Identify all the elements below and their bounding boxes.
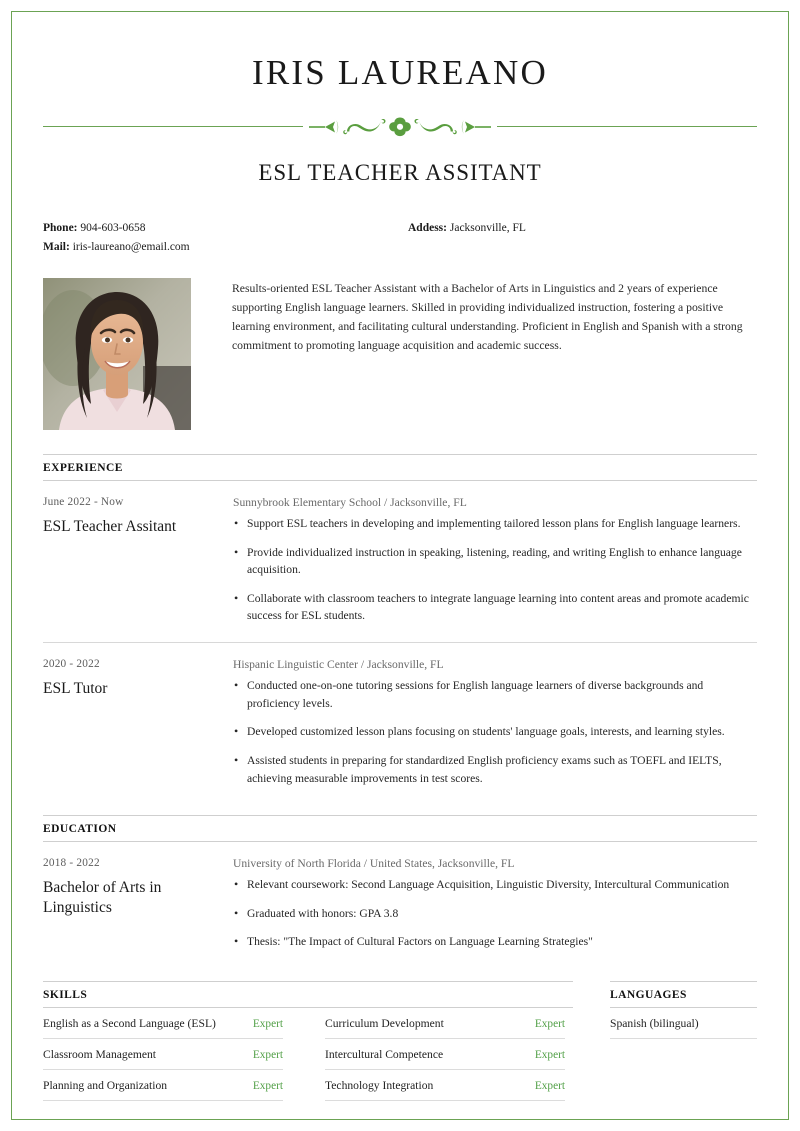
address-label: Addess: bbox=[408, 221, 447, 234]
skill-name: Intercultural Competence bbox=[325, 1047, 444, 1061]
section-heading-languages: LANGUAGES bbox=[610, 981, 757, 1008]
education-entry bbox=[43, 842, 757, 955]
skill-level: Expert bbox=[534, 1017, 565, 1030]
entry-bullet-list bbox=[233, 677, 757, 787]
skill-name: English as a Second Language (ESL) bbox=[43, 1016, 216, 1030]
skill-level: Expert bbox=[252, 1048, 283, 1061]
mail-line bbox=[43, 238, 403, 258]
job-title-headline: ESL TEACHER ASSITANT bbox=[258, 159, 542, 185]
contact-left-column bbox=[43, 219, 403, 259]
contact-block bbox=[43, 219, 757, 259]
flourish-ornament-icon bbox=[305, 115, 495, 139]
skills-column-1 bbox=[43, 1008, 283, 1101]
skill-name: Technology Integration bbox=[325, 1078, 434, 1092]
skill-level: Expert bbox=[534, 1048, 565, 1061]
skills-columns bbox=[43, 1008, 573, 1101]
phone-line bbox=[43, 219, 403, 239]
experience-section bbox=[43, 454, 757, 791]
entry-institution: University of North Florida / United States, Jacksonville, FL bbox=[233, 857, 515, 871]
education-section bbox=[43, 815, 757, 955]
address-value: Jacksonville, FL bbox=[449, 221, 526, 234]
decorative-divider bbox=[43, 114, 757, 140]
skill-row bbox=[325, 1070, 565, 1101]
entry-right-column bbox=[233, 496, 757, 625]
list-item: • Conducted one-on-one tutoring sessions for English language learners of diverse backgrounds and proficiency levels. bbox=[233, 677, 757, 712]
skill-level: Expert bbox=[252, 1079, 283, 1092]
entry-right-column bbox=[233, 857, 757, 951]
list-item: • Collaborate with classroom teachers to integrate language learning into content areas and promote academic success for ESL students. bbox=[233, 590, 757, 625]
entry-left-column bbox=[43, 658, 233, 787]
bottom-block bbox=[43, 981, 757, 1101]
profile-summary: Results-oriented ESL Teacher Assistant with a Bachelor of Arts in Linguistics and 2 years of experience supporting English language learners. Skilled in providing individualized instruction, fostering a positive learning environment, and facilitating cultural understanding. Proficient in English and Spanish with a strong commitment to promoting language acquisition and academic success. bbox=[232, 282, 743, 352]
experience-entry bbox=[43, 481, 757, 629]
divider-line-left bbox=[43, 126, 303, 128]
languages-section bbox=[573, 981, 757, 1039]
skills-section bbox=[43, 981, 573, 1101]
mail-label: Mail: bbox=[43, 241, 70, 254]
skill-row bbox=[325, 1039, 565, 1070]
section-heading-education: EDUCATION bbox=[43, 815, 757, 842]
entry-date: 2018 - 2022 bbox=[43, 857, 100, 870]
profile-block bbox=[43, 278, 757, 430]
contact-right-column bbox=[403, 219, 757, 259]
entry-organization: Hispanic Linguistic Center / Jacksonville, FL bbox=[233, 658, 444, 672]
entry-organization: Sunnybrook Elementary School / Jacksonville, FL bbox=[233, 496, 467, 510]
address-line bbox=[408, 219, 757, 239]
skill-level: Expert bbox=[252, 1017, 283, 1030]
skill-level: Expert bbox=[534, 1079, 565, 1092]
list-item: • Provide individualized instruction in speaking, listening, reading, and writing English to enhance language acquisition. bbox=[233, 544, 757, 579]
avatar bbox=[43, 278, 191, 430]
entry-role: ESL Teacher Assitant bbox=[43, 518, 177, 536]
entry-degree: Bachelor of Arts in Linguistics bbox=[43, 879, 162, 916]
phone-value[interactable]: 904-603-0658 bbox=[80, 221, 146, 234]
skill-row bbox=[43, 1070, 283, 1101]
entry-date: 2020 - 2022 bbox=[43, 658, 100, 671]
entry-bullet-list bbox=[233, 876, 757, 951]
skill-name: Classroom Management bbox=[43, 1047, 157, 1061]
divider-line-right bbox=[497, 126, 757, 128]
section-heading-skills: SKILLS bbox=[43, 981, 573, 1008]
list-item: • Support ESL teachers in developing and implementing tailored lesson plans for English language learners. bbox=[233, 515, 757, 533]
entry-left-column bbox=[43, 496, 233, 625]
entry-left-column bbox=[43, 857, 233, 951]
resume-page bbox=[11, 11, 789, 1120]
skill-row bbox=[43, 1008, 283, 1039]
section-heading-experience: EXPERIENCE bbox=[43, 454, 757, 481]
entry-role: ESL Tutor bbox=[43, 680, 108, 698]
page-title: IRIS LAUREANO bbox=[252, 53, 548, 92]
skill-row bbox=[43, 1039, 283, 1070]
list-item: • Relevant coursework: Second Language Acquisition, Linguistic Diversity, Intercultural Communication bbox=[233, 876, 757, 894]
list-item: • Graduated with honors: GPA 3.8 bbox=[233, 905, 757, 923]
skill-name: Curriculum Development bbox=[325, 1016, 444, 1030]
skill-name: Planning and Organization bbox=[43, 1078, 168, 1092]
experience-entry bbox=[43, 642, 757, 791]
entry-bullet-list bbox=[233, 515, 757, 625]
list-item: • Assisted students in preparing for standardized English proficiency exams such as TOEFL and IELTS, achieving measurable improvements in test scores. bbox=[233, 752, 757, 787]
phone-label: Phone: bbox=[43, 221, 78, 234]
list-item: • Developed customized lesson plans focusing on students' language goals, interests, and learning styles. bbox=[233, 723, 757, 741]
entry-date: June 2022 - Now bbox=[43, 496, 124, 509]
list-item: • Thesis: "The Impact of Cultural Factors on Language Learning Strategies" bbox=[233, 933, 757, 951]
language-row: Spanish (bilingual) bbox=[610, 1008, 757, 1039]
skill-row bbox=[325, 1008, 565, 1039]
mail-value[interactable]: iris-laureano@email.com bbox=[72, 241, 190, 254]
skills-column-2 bbox=[325, 1008, 565, 1101]
entry-right-column bbox=[233, 658, 757, 787]
